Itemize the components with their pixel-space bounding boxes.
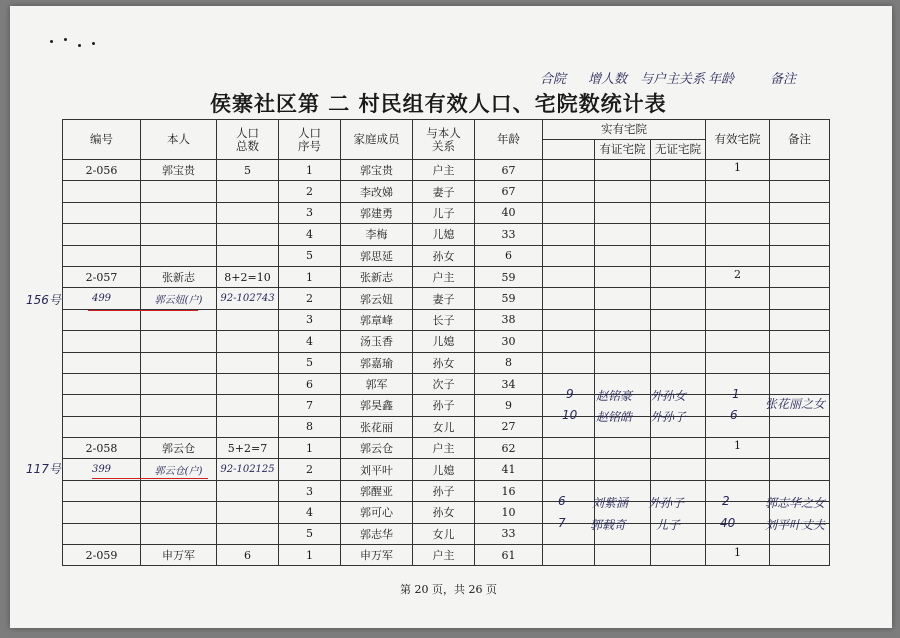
cell-c — [651, 438, 706, 459]
hw-name-3: 刘紫涵 — [592, 496, 629, 510]
cell-seq: 2 — [279, 288, 341, 309]
cell-id — [63, 309, 141, 330]
cell-rel: 儿媳 — [413, 224, 475, 245]
cell-a — [543, 202, 595, 223]
cell-seq: 1 — [279, 545, 341, 566]
cell-member: 张新志 — [341, 266, 413, 287]
cell-n — [770, 245, 830, 266]
table-row — [63, 523, 830, 544]
col-note: 备注 — [770, 120, 830, 160]
cell-seq: 1 — [279, 266, 341, 287]
cell-c — [651, 181, 706, 202]
cell-b — [595, 202, 651, 223]
table-row — [63, 331, 830, 352]
cell-seq: 2 — [279, 181, 341, 202]
cell-total — [217, 395, 279, 416]
hw-rel-4: 儿子 — [656, 518, 681, 532]
cell-b — [595, 224, 651, 245]
cell-member: 郭宝贵 — [341, 160, 413, 181]
cell-a — [543, 245, 595, 266]
table-row — [63, 288, 830, 309]
cell-id — [63, 331, 141, 352]
cell-b — [595, 438, 651, 459]
hw-seq-3: 6 — [558, 494, 566, 508]
col-member: 家庭成员 — [341, 120, 413, 160]
cell-id — [63, 523, 141, 544]
cell-member: 汤玉香 — [341, 331, 413, 352]
cell-member: 郭嘉瑜 — [341, 352, 413, 373]
cell-rel: 儿媳 — [413, 331, 475, 352]
cell-n — [770, 373, 830, 394]
cell-n — [770, 266, 830, 287]
cell-n — [770, 416, 830, 437]
cell-n — [770, 224, 830, 245]
cell-seq: 6 — [279, 373, 341, 394]
cell-a — [543, 545, 595, 566]
cell-seq: 4 — [279, 502, 341, 523]
cell-age: 59 — [475, 266, 543, 287]
cell-seq: 3 — [279, 480, 341, 501]
cell-c — [651, 202, 706, 223]
cell-member: 郭云仓 — [341, 438, 413, 459]
cell-total — [217, 202, 279, 223]
cell-c — [651, 545, 706, 566]
cell-owner: 郭云妞(户) — [141, 288, 217, 309]
cell-a — [543, 459, 595, 480]
cell-b — [595, 181, 651, 202]
cell-valid — [706, 181, 770, 202]
cell-a — [543, 438, 595, 459]
cell-rel: 女儿 — [413, 523, 475, 544]
cell-rel: 次子 — [413, 373, 475, 394]
cell-c — [651, 266, 706, 287]
cell-owner — [141, 352, 217, 373]
hw-top-4: 备注 — [770, 72, 797, 87]
cell-a — [543, 160, 595, 181]
cell-n — [770, 309, 830, 330]
cell-total — [217, 480, 279, 501]
cell-owner: 张新志 — [141, 266, 217, 287]
cell-age: 33 — [475, 224, 543, 245]
hw-seq-2: 10 — [562, 408, 578, 422]
cell-n — [770, 438, 830, 459]
cell-id — [63, 373, 141, 394]
cell-valid: 1 — [706, 438, 770, 459]
cell-rel: 户主 — [413, 266, 475, 287]
cell-id — [63, 202, 141, 223]
cell-member: 郭军 — [341, 373, 413, 394]
cell-id — [63, 480, 141, 501]
cell-member: 郭可心 — [341, 502, 413, 523]
hw-top-2: 与户主关系 — [640, 72, 706, 87]
ink-dots — [50, 38, 110, 58]
cell-valid — [706, 202, 770, 223]
cell-b — [595, 245, 651, 266]
cell-a — [543, 523, 595, 544]
cell-b — [595, 266, 651, 287]
cell-valid — [706, 288, 770, 309]
cell-a — [543, 502, 595, 523]
hw-top-0: 合院 — [540, 72, 567, 87]
cell-id: 2-057 — [63, 266, 141, 287]
hw-rel-3: 外孙子 — [648, 496, 685, 510]
table-row — [63, 245, 830, 266]
cell-id: 2-056 — [63, 160, 141, 181]
cell-b — [595, 331, 651, 352]
cell-owner — [141, 416, 217, 437]
cell-n — [770, 545, 830, 566]
red-underline-1 — [88, 310, 198, 311]
cell-member: 郭醒亚 — [341, 480, 413, 501]
cell-c — [651, 459, 706, 480]
cell-seq: 2 — [279, 459, 341, 480]
cell-age: 10 — [475, 502, 543, 523]
cell-total: 6 — [217, 545, 279, 566]
page-title: 侯寨社区第 二 村民组有效人口、宅院数统计表 — [210, 92, 667, 116]
cell-total: 8+2=10 — [217, 266, 279, 287]
col-owner: 本人 — [141, 120, 217, 160]
cell-owner: 郭云仓 — [141, 438, 217, 459]
cell-a — [543, 309, 595, 330]
cell-age: 6 — [475, 245, 543, 266]
table-row — [63, 373, 830, 394]
cell-member: 申万军 — [341, 545, 413, 566]
cell-owner — [141, 309, 217, 330]
col-seq: 人口序号 — [279, 120, 341, 160]
cell-owner: 申万军 — [141, 545, 217, 566]
cell-owner: 郭云仓(户) — [141, 459, 217, 480]
hw-name-2: 赵铭皓 — [596, 410, 633, 424]
cell-b — [595, 309, 651, 330]
hw-seq-4: 7 — [558, 516, 566, 530]
cell-total — [217, 502, 279, 523]
table-row — [63, 438, 830, 459]
cell-rel: 孙子 — [413, 480, 475, 501]
cell-age: 33 — [475, 523, 543, 544]
table-row — [63, 309, 830, 330]
cell-owner — [141, 331, 217, 352]
cell-owner — [141, 224, 217, 245]
col-actual: 实有宅院 — [543, 120, 706, 140]
cell-a — [543, 480, 595, 501]
cell-id — [63, 352, 141, 373]
cell-c — [651, 309, 706, 330]
cell-valid — [706, 480, 770, 501]
cell-total: 92-102743 — [217, 288, 279, 309]
hw-note-1: 张花丽之女 — [765, 397, 826, 411]
col-age: 年龄 — [475, 120, 543, 160]
cell-rel: 孙女 — [413, 245, 475, 266]
cell-total — [217, 181, 279, 202]
cell-rel: 妻子 — [413, 181, 475, 202]
cell-valid — [706, 331, 770, 352]
cell-age: 38 — [475, 309, 543, 330]
cell-id — [63, 416, 141, 437]
cell-age: 62 — [475, 438, 543, 459]
hw-note-4: 刘平叶丈夫 — [765, 518, 826, 532]
cell-owner — [141, 502, 217, 523]
table-row — [63, 416, 830, 437]
margin-note-117: 117号 — [26, 462, 61, 476]
cell-id: 2-059 — [63, 545, 141, 566]
cell-total — [217, 523, 279, 544]
cell-member: 郭昊鑫 — [341, 395, 413, 416]
cell-owner — [141, 395, 217, 416]
cell-member: 张花丽 — [341, 416, 413, 437]
table-row — [63, 224, 830, 245]
cell-member: 李改娣 — [341, 181, 413, 202]
cell-owner — [141, 181, 217, 202]
cell-rel: 孙女 — [413, 352, 475, 373]
cell-rel: 户主 — [413, 160, 475, 181]
cell-valid — [706, 309, 770, 330]
cell-total: 92-102125 — [217, 459, 279, 480]
hw-age-3: 2 — [722, 494, 730, 508]
table-row — [63, 480, 830, 501]
col-relation: 与本人关系 — [413, 120, 475, 160]
table-row — [63, 502, 830, 523]
cell-a — [543, 266, 595, 287]
cell-b — [595, 545, 651, 566]
cell-a — [543, 331, 595, 352]
cell-member: 李梅 — [341, 224, 413, 245]
cell-id — [63, 224, 141, 245]
cell-seq: 7 — [279, 395, 341, 416]
cell-id: 2-058 — [63, 438, 141, 459]
cell-age: 41 — [475, 459, 543, 480]
cell-age: 67 — [475, 181, 543, 202]
table-row — [63, 352, 830, 373]
cell-n — [770, 202, 830, 223]
cell-owner — [141, 245, 217, 266]
cell-b — [595, 160, 651, 181]
cell-b — [595, 352, 651, 373]
cell-total — [217, 309, 279, 330]
cell-b — [595, 288, 651, 309]
cell-a — [543, 352, 595, 373]
table-row — [63, 202, 830, 223]
cell-n — [770, 181, 830, 202]
hw-top-3: 年龄 — [708, 72, 735, 87]
cell-a — [543, 181, 595, 202]
cell-rel: 儿子 — [413, 202, 475, 223]
cell-seq: 1 — [279, 438, 341, 459]
cell-seq: 5 — [279, 523, 341, 544]
cell-age: 40 — [475, 202, 543, 223]
cell-n — [770, 288, 830, 309]
cell-c — [651, 160, 706, 181]
cell-rel: 户主 — [413, 545, 475, 566]
cell-id — [63, 245, 141, 266]
col-actual-blank — [543, 140, 595, 160]
cell-id — [63, 181, 141, 202]
table-row — [63, 266, 830, 287]
table-row — [63, 181, 830, 202]
cell-seq: 5 — [279, 352, 341, 373]
cell-seq: 3 — [279, 309, 341, 330]
cell-age: 8 — [475, 352, 543, 373]
cell-member: 郭云妞 — [341, 288, 413, 309]
cell-age: 30 — [475, 331, 543, 352]
hw-name-1: 赵铭豪 — [596, 389, 633, 403]
col-no-cert: 无证宅院 — [651, 140, 706, 160]
cell-id — [63, 502, 141, 523]
cell-seq: 8 — [279, 416, 341, 437]
cell-owner — [141, 373, 217, 394]
cell-b — [595, 459, 651, 480]
cell-rel: 孙女 — [413, 502, 475, 523]
cell-seq: 3 — [279, 202, 341, 223]
cell-total — [217, 224, 279, 245]
cell-c — [651, 352, 706, 373]
cell-age: 34 — [475, 373, 543, 394]
cell-n — [770, 331, 830, 352]
cell-n — [770, 160, 830, 181]
cell-total — [217, 331, 279, 352]
cell-a — [543, 288, 595, 309]
table-body — [63, 160, 830, 566]
cell-valid: 2 — [706, 266, 770, 287]
cell-member: 郭思延 — [341, 245, 413, 266]
cell-valid: 1 — [706, 545, 770, 566]
cell-valid — [706, 352, 770, 373]
cell-id: 499 — [63, 288, 141, 309]
col-id: 编号 — [63, 120, 141, 160]
cell-c — [651, 224, 706, 245]
cell-age: 61 — [475, 545, 543, 566]
cell-owner — [141, 523, 217, 544]
cell-age: 59 — [475, 288, 543, 309]
cell-seq: 4 — [279, 224, 341, 245]
cell-rel: 妻子 — [413, 288, 475, 309]
col-with-cert: 有证宅院 — [595, 140, 651, 160]
cell-member: 郭建勇 — [341, 202, 413, 223]
cell-c — [651, 288, 706, 309]
cell-total — [217, 416, 279, 437]
cell-member: 郭章峰 — [341, 309, 413, 330]
cell-member: 郭志华 — [341, 523, 413, 544]
cell-age: 16 — [475, 480, 543, 501]
page-footer: 第 20 页，共 26 页 — [400, 583, 497, 596]
statistics-table — [62, 119, 830, 566]
hw-name-4: 郭载奇 — [590, 518, 627, 532]
cell-age: 9 — [475, 395, 543, 416]
hw-note-3: 郭志华之女 — [765, 496, 826, 510]
hw-top-1: 增人数 — [588, 72, 628, 87]
table-row — [63, 545, 830, 566]
cell-member: 刘平叶 — [341, 459, 413, 480]
cell-valid — [706, 459, 770, 480]
cell-id: 399 — [63, 459, 141, 480]
cell-seq: 4 — [279, 331, 341, 352]
cell-valid — [706, 502, 770, 523]
cell-valid — [706, 245, 770, 266]
cell-seq: 1 — [279, 160, 341, 181]
cell-a — [543, 224, 595, 245]
cell-valid — [706, 224, 770, 245]
cell-rel: 女儿 — [413, 416, 475, 437]
cell-age: 27 — [475, 416, 543, 437]
cell-id — [63, 395, 141, 416]
cell-n — [770, 459, 830, 480]
hw-rel-1: 外孙女 — [650, 389, 687, 403]
cell-rel: 孙子 — [413, 395, 475, 416]
cell-total: 5 — [217, 160, 279, 181]
table-row — [63, 395, 830, 416]
hw-age-4: 40 — [720, 516, 736, 530]
hw-age-1: 1 — [732, 387, 740, 401]
hw-seq-1: 9 — [566, 387, 574, 401]
cell-c — [651, 331, 706, 352]
cell-rel: 户主 — [413, 438, 475, 459]
cell-total — [217, 245, 279, 266]
margin-note-156: 156号 — [26, 293, 61, 307]
hw-age-2: 6 — [730, 408, 738, 422]
cell-valid — [706, 523, 770, 544]
cell-c — [651, 245, 706, 266]
cell-owner — [141, 202, 217, 223]
cell-owner: 郭宝贵 — [141, 160, 217, 181]
cell-n — [770, 352, 830, 373]
cell-total: 5+2=7 — [217, 438, 279, 459]
col-total: 人口总数 — [217, 120, 279, 160]
hw-rel-2: 外孙子 — [650, 410, 687, 424]
cell-rel: 长子 — [413, 309, 475, 330]
cell-total — [217, 373, 279, 394]
cell-owner — [141, 480, 217, 501]
cell-age: 67 — [475, 160, 543, 181]
cell-rel: 儿媳 — [413, 459, 475, 480]
cell-total — [217, 352, 279, 373]
red-underline-2 — [92, 478, 208, 479]
table-row — [63, 160, 830, 181]
cell-valid: 1 — [706, 160, 770, 181]
col-valid: 有效宅院 — [706, 120, 770, 160]
cell-seq: 5 — [279, 245, 341, 266]
